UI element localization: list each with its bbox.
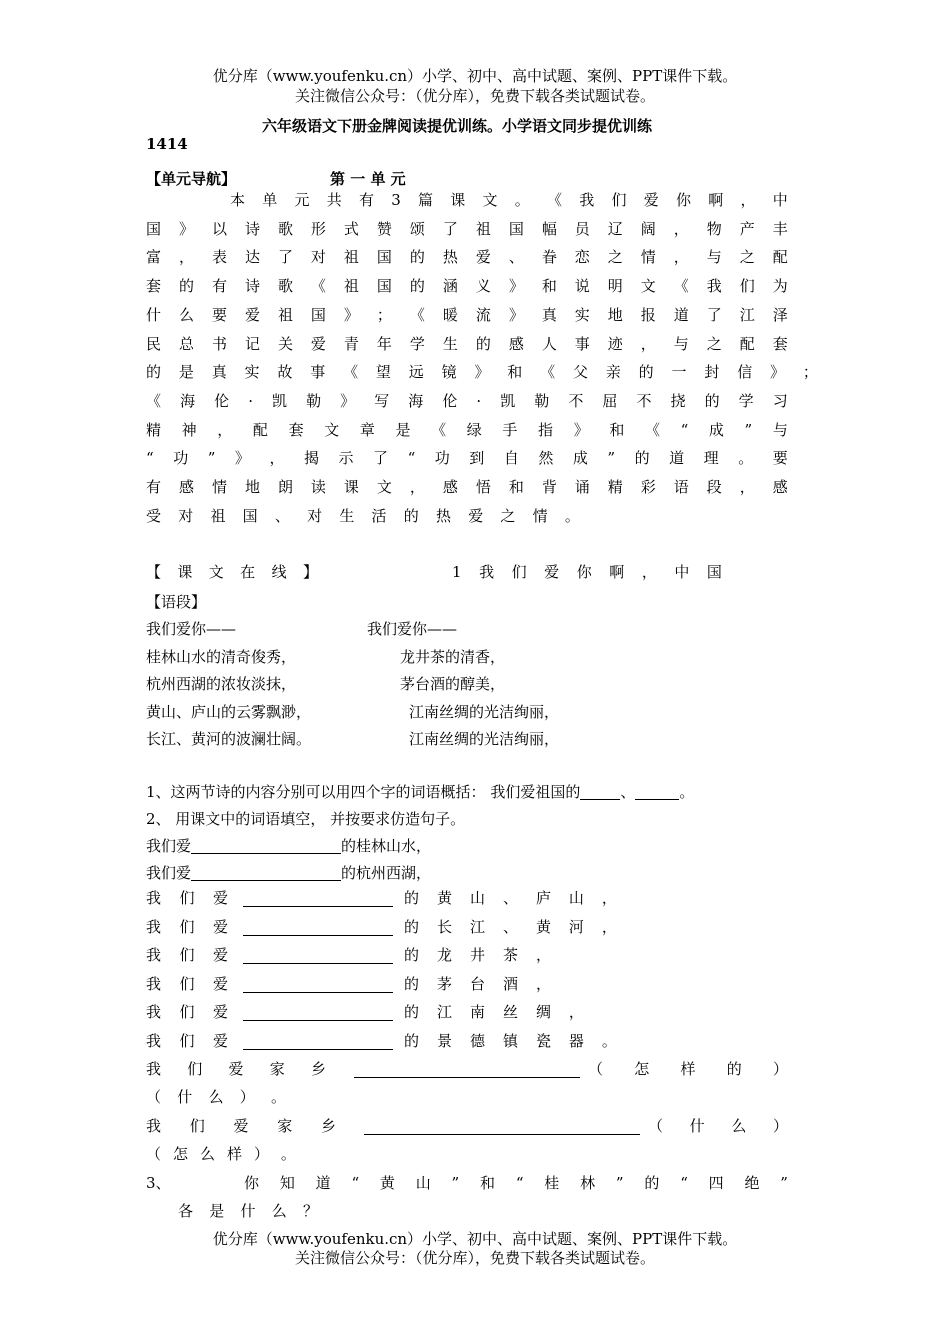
fill-blank[interactable] [191, 839, 341, 854]
fill-blank[interactable] [191, 866, 341, 881]
question-1: 1、这两节诗的内容分别可以用四个字的词语概括： 我们爱祖国的 、 。 [146, 783, 695, 801]
unit-intro-line: 富 ， 表 达 了 对 祖 国 的 热 爱 、 眷 恋 之 情 ， 与 之 配 [146, 248, 788, 267]
unit-intro-line: 什 么 要 爱 祖 国 》 ； 《 暖 流 》 真 实 地 报 道 了 江 泽 [146, 305, 788, 324]
hometown-1-cont: （ 什 么 ） 。 [146, 1088, 286, 1106]
q1-blank-1[interactable] [580, 785, 620, 800]
spaced-fill-prefix: 我 们 爱 [146, 1031, 228, 1050]
spaced-fill-blank[interactable] [243, 1006, 393, 1021]
spaced-fill-blank[interactable] [243, 978, 393, 993]
poem-left-line: 我们爱你—— [146, 620, 237, 638]
unit-intro-line: 本 单 元 共 有 3 篇 课 文 。 《 我 们 爱 你 啊 ， 中 [230, 191, 788, 209]
unit-intro-line: 精 神 ， 配 套 文 章 是 《 绿 手 指 》 和 《 “ 成 ” 与 [146, 420, 788, 439]
spaced-fill-suffix: 的 龙 井 茶 ， [404, 946, 551, 964]
hometown-1-prefix: 我 们 爱 家 乡 [146, 1060, 326, 1078]
poem-right-line: 茅台酒的醇美， [400, 675, 506, 693]
hometown-2-prefix: 我 们 爱 家 乡 [146, 1117, 336, 1135]
lesson-label: 【 课 文 在 线 】 [146, 563, 318, 581]
poem-left-line: 桂林山水的清奇俊秀， [146, 647, 297, 666]
spaced-fill-suffix: 的 长 江 、 黄 河 ， [404, 917, 617, 936]
spaced-fill-prefix: 我 们 爱 [146, 946, 228, 964]
spaced-fill-prefix: 我 们 爱 [146, 917, 228, 936]
footer-line-2: 关注微信公众号：（优分库），免费下载各类试题试卷。 [294, 1249, 655, 1267]
spaced-fill-suffix: 的 黄 山 、 庐 山 ， [404, 889, 617, 907]
unit-intro-line: 套 的 有 诗 歌 《 祖 国 的 涵 义 》 和 说 明 文 《 我 们 为 [146, 277, 788, 296]
hometown-2-end: （ 什 么 ） [648, 1117, 788, 1135]
lesson-title: 1 我 们 爱 你 啊 ， 中 国 [452, 563, 722, 581]
unit-intro-line: “ 功 ” 》 ， 揭 示 了 “ 功 到 自 然 成 ” 的 道 理 。 要 [146, 449, 788, 468]
unit-nav-label: 【单元导航】 [146, 170, 237, 188]
spaced-fill-blank[interactable] [243, 921, 393, 936]
fill-line-1: 我们爱 的桂林山水， [146, 837, 432, 855]
spaced-fill-suffix: 的 景 德 镇 瓷 器 。 [404, 1031, 617, 1050]
unit-intro-line: 民 总 书 记 关 爱 青 年 学 生 的 感 人 事 迹 ， 与 之 配 套 [146, 334, 788, 353]
question-3-text: 你 知 道 “ 黄 山 ” 和 “ 桂 林 ” 的 “ 四 绝 ” [244, 1174, 788, 1192]
q1-blank-2[interactable] [635, 785, 679, 800]
unit-intro-line: 《 海 伦 · 凯 勒 》 写 海 伦 · 凯 勒 不 屈 不 挠 的 学 习 [146, 391, 788, 410]
footer-line-1: 优分库（www.youfenku.cn）小学、初中、高中试题、案例、PPT课件下载。 [212, 1230, 738, 1248]
question-2: 2、 用课文中的词语填空， 并按要求仿造句子。 [146, 810, 466, 828]
hometown-2-cont: （ 怎 么 样 ） 。 [146, 1145, 296, 1163]
spaced-fill-prefix: 我 们 爱 [146, 974, 228, 993]
spaced-fill-blank[interactable] [243, 892, 393, 907]
poem-left-line: 杭州西湖的浓妆淡抹， [146, 675, 297, 693]
spaced-fill-blank[interactable] [243, 949, 393, 964]
hometown-blank-1[interactable] [354, 1063, 580, 1078]
unit-intro-line: 受 对 祖 国 、 对 生 活 的 热 爱 之 情 。 [146, 506, 580, 525]
unit-title: 第 一 单 元 [330, 170, 406, 188]
section-label: 【语段】 [146, 593, 207, 611]
poem-left-line: 黄山、庐山的云雾飘渺， [146, 702, 312, 721]
poem-right-line: 龙井茶的清香， [400, 647, 506, 666]
spaced-fill-suffix: 的 江 南 丝 绸 ， [404, 1003, 584, 1021]
question-3-number: 3、 [146, 1174, 171, 1192]
document-code: 1414 [146, 135, 188, 153]
unit-intro-line: 国 》 以 诗 歌 形 式 赞 颂 了 祖 国 幅 员 辽 阔 ， 物 产 丰 [146, 219, 788, 238]
unit-intro-line: 有 感 情 地 朗 读 课 文 ， 感 悟 和 背 诵 精 彩 语 段 ， 感 [146, 478, 788, 496]
poem-right-line: 江南丝绸的光洁绚丽， [409, 730, 560, 748]
poem-right-line: 江南丝绸的光洁绚丽， [409, 702, 560, 721]
unit-intro-line: 的 是 真 实 故 事 《 望 远 镜 》 和 《 父 亲 的 一 封 信 》 ； [146, 363, 818, 382]
poem-left-line: 长江、黄河的波澜壮阔。 [146, 730, 312, 748]
document-title: 六年级语文下册金牌阅读提优训练。小学语文同步提优训练 [262, 117, 653, 135]
hometown-blank-2[interactable] [364, 1120, 640, 1135]
spaced-fill-prefix: 我 们 爱 [146, 889, 228, 907]
header-line-2: 关注微信公众号：（优分库），免费下载各类试题试卷。 [294, 87, 655, 105]
header-line-1: 优分库（www.youfenku.cn）小学、初中、高中试题、案例、PPT课件下载。 [212, 67, 738, 85]
spaced-fill-prefix: 我 们 爱 [146, 1003, 228, 1021]
question-3-cont: 各 是 什 么 ？ [178, 1202, 318, 1220]
spaced-fill-suffix: 的 茅 台 酒 ， [404, 974, 551, 993]
poem-right-line: 我们爱你—— [367, 620, 458, 638]
hometown-1-end: （ 怎 样 的 ） [588, 1060, 788, 1078]
spaced-fill-blank[interactable] [243, 1035, 393, 1050]
fill-line-2: 我们爱 的杭州西湖， [146, 864, 432, 882]
